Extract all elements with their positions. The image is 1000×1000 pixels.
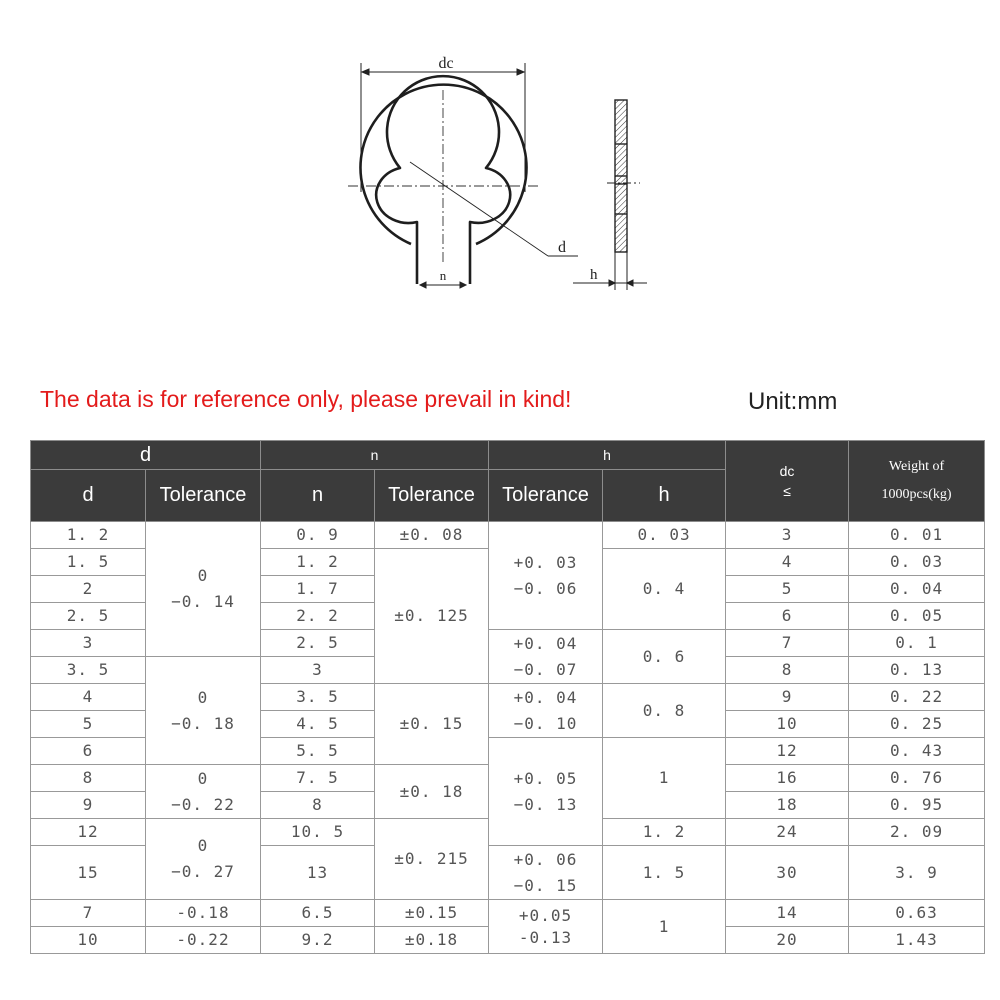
cell-weight: 0. 95 bbox=[849, 792, 985, 819]
cell-dc: 9 bbox=[726, 684, 849, 711]
cell-n: 7. 5 bbox=[261, 765, 375, 792]
cell-d-tolerance: 0 −0. 22 bbox=[146, 765, 261, 819]
cell-dc: 30 bbox=[726, 846, 849, 900]
cell-d-tolerance: 0 −0. 27 bbox=[146, 819, 261, 900]
cell-dc: 24 bbox=[726, 819, 849, 846]
cell-dc: 6 bbox=[726, 603, 849, 630]
cell-n: 9.2 bbox=[261, 927, 375, 954]
cell-dc: 7 bbox=[726, 630, 849, 657]
cell-n-tolerance: ±0.18 bbox=[375, 927, 489, 954]
cell-d: 10 bbox=[31, 927, 146, 954]
cell-n: 0. 9 bbox=[261, 522, 375, 549]
cell-dc: 4 bbox=[726, 549, 849, 576]
cell-n: 13 bbox=[261, 846, 375, 900]
cell-d: 3. 5 bbox=[31, 657, 146, 684]
table-row bbox=[31, 900, 985, 927]
cell-n: 2. 2 bbox=[261, 603, 375, 630]
cell-dc: 5 bbox=[726, 576, 849, 603]
header-weight: Weight of 1000pcs(kg) bbox=[849, 441, 985, 522]
cell-d: 3 bbox=[31, 630, 146, 657]
cell-dc: 8 bbox=[726, 657, 849, 684]
cell-n: 5. 5 bbox=[261, 738, 375, 765]
cell-weight: 2. 09 bbox=[849, 819, 985, 846]
cell-weight: 0. 22 bbox=[849, 684, 985, 711]
unit-label: Unit:mm bbox=[748, 388, 838, 415]
cell-h: 1. 5 bbox=[603, 846, 726, 900]
cell-weight: 0. 43 bbox=[849, 738, 985, 765]
header-n-group: n bbox=[261, 441, 489, 470]
header-d-tolerance: Tolerance bbox=[146, 470, 261, 522]
cell-d-tolerance: -0.22 bbox=[146, 927, 261, 954]
e-clip-technical-drawing bbox=[330, 40, 680, 310]
cell-dc: 10 bbox=[726, 711, 849, 738]
cell-h: 0. 6 bbox=[603, 630, 726, 684]
cell-n: 4. 5 bbox=[261, 711, 375, 738]
cell-dc: 3 bbox=[726, 522, 849, 549]
e-clip-spec-table bbox=[30, 440, 985, 954]
cell-h: 1 bbox=[603, 900, 726, 954]
cell-h: 0. 03 bbox=[603, 522, 726, 549]
cell-h: 0. 4 bbox=[603, 549, 726, 630]
cell-h-tolerance: +0.05 -0.13 bbox=[489, 900, 603, 954]
n-label: n bbox=[439, 268, 447, 283]
cell-d: 4 bbox=[31, 684, 146, 711]
cell-d: 6 bbox=[31, 738, 146, 765]
e-clip-outer-edge bbox=[360, 85, 526, 244]
cell-n-tolerance: ±0. 15 bbox=[375, 684, 489, 765]
h-dimension bbox=[573, 252, 647, 290]
cell-n: 10. 5 bbox=[261, 819, 375, 846]
cell-n-tolerance: ±0. 125 bbox=[375, 549, 489, 684]
cell-weight: 0. 76 bbox=[849, 765, 985, 792]
h-label: h bbox=[590, 267, 598, 283]
cell-n: 1. 7 bbox=[261, 576, 375, 603]
dc-label: dc bbox=[438, 55, 454, 72]
cell-h: 0. 8 bbox=[603, 684, 726, 738]
cell-n: 6.5 bbox=[261, 900, 375, 927]
d-dimension bbox=[410, 162, 578, 256]
cell-weight: 1.43 bbox=[849, 927, 985, 954]
cell-d: 12 bbox=[31, 819, 146, 846]
header-d-group: d bbox=[31, 441, 261, 470]
header-n: n bbox=[261, 470, 375, 522]
cell-d: 8 bbox=[31, 765, 146, 792]
cell-weight: 0. 13 bbox=[849, 657, 985, 684]
cell-d: 5 bbox=[31, 711, 146, 738]
cell-h: 1. 2 bbox=[603, 819, 726, 846]
cell-weight: 0.63 bbox=[849, 900, 985, 927]
cell-weight: 0. 25 bbox=[849, 711, 985, 738]
reference-note: The data is for reference only, please prevail in kind! bbox=[40, 386, 572, 412]
d-label: d bbox=[558, 239, 566, 256]
cell-weight: 0. 01 bbox=[849, 522, 985, 549]
cell-d-tolerance: 0 −0. 18 bbox=[146, 657, 261, 765]
cell-n: 3. 5 bbox=[261, 684, 375, 711]
cell-d-tolerance: -0.18 bbox=[146, 900, 261, 927]
cell-n-tolerance: ±0.15 bbox=[375, 900, 489, 927]
cell-n: 3 bbox=[261, 657, 375, 684]
header-h-group: h bbox=[489, 441, 726, 470]
cell-d-tolerance: 0 −0. 14 bbox=[146, 522, 261, 657]
cell-d: 7 bbox=[31, 900, 146, 927]
cell-dc: 20 bbox=[726, 927, 849, 954]
cell-weight: 0. 1 bbox=[849, 630, 985, 657]
cell-n: 8 bbox=[261, 792, 375, 819]
cell-dc: 18 bbox=[726, 792, 849, 819]
cell-weight: 0. 03 bbox=[849, 549, 985, 576]
header-h: h bbox=[603, 470, 726, 522]
cell-dc: 16 bbox=[726, 765, 849, 792]
e-clip-side-view bbox=[607, 100, 640, 252]
cell-d: 15 bbox=[31, 846, 146, 900]
cell-d: 9 bbox=[31, 792, 146, 819]
cell-dc: 14 bbox=[726, 900, 849, 927]
cell-h-tolerance: +0. 04 −0. 07 bbox=[489, 630, 603, 684]
cell-dc: 12 bbox=[726, 738, 849, 765]
cell-h-tolerance: +0. 04 −0. 10 bbox=[489, 684, 603, 738]
header-dc: dc ≤ bbox=[726, 441, 849, 522]
cell-weight: 0. 05 bbox=[849, 603, 985, 630]
cell-n-tolerance: ±0. 18 bbox=[375, 765, 489, 819]
cell-n: 1. 2 bbox=[261, 549, 375, 576]
cell-d: 2. 5 bbox=[31, 603, 146, 630]
cell-n-tolerance: ±0. 08 bbox=[375, 522, 489, 549]
header-h-tolerance: Tolerance bbox=[489, 470, 603, 522]
cell-weight: 0. 04 bbox=[849, 576, 985, 603]
header-d: d bbox=[31, 470, 146, 522]
cell-h-tolerance: +0. 06 −0. 15 bbox=[489, 846, 603, 900]
cell-h-tolerance: +0. 03 −0. 06 bbox=[489, 522, 603, 630]
cell-h-tolerance: +0. 05 −0. 13 bbox=[489, 738, 603, 846]
table-row bbox=[31, 522, 985, 549]
cell-d: 1. 2 bbox=[31, 522, 146, 549]
header-n-tolerance: Tolerance bbox=[375, 470, 489, 522]
cell-n-tolerance: ±0. 215 bbox=[375, 819, 489, 900]
cell-weight: 3. 9 bbox=[849, 846, 985, 900]
cell-d: 2 bbox=[31, 576, 146, 603]
cell-h: 1 bbox=[603, 738, 726, 819]
cell-d: 1. 5 bbox=[31, 549, 146, 576]
cell-n: 2. 5 bbox=[261, 630, 375, 657]
